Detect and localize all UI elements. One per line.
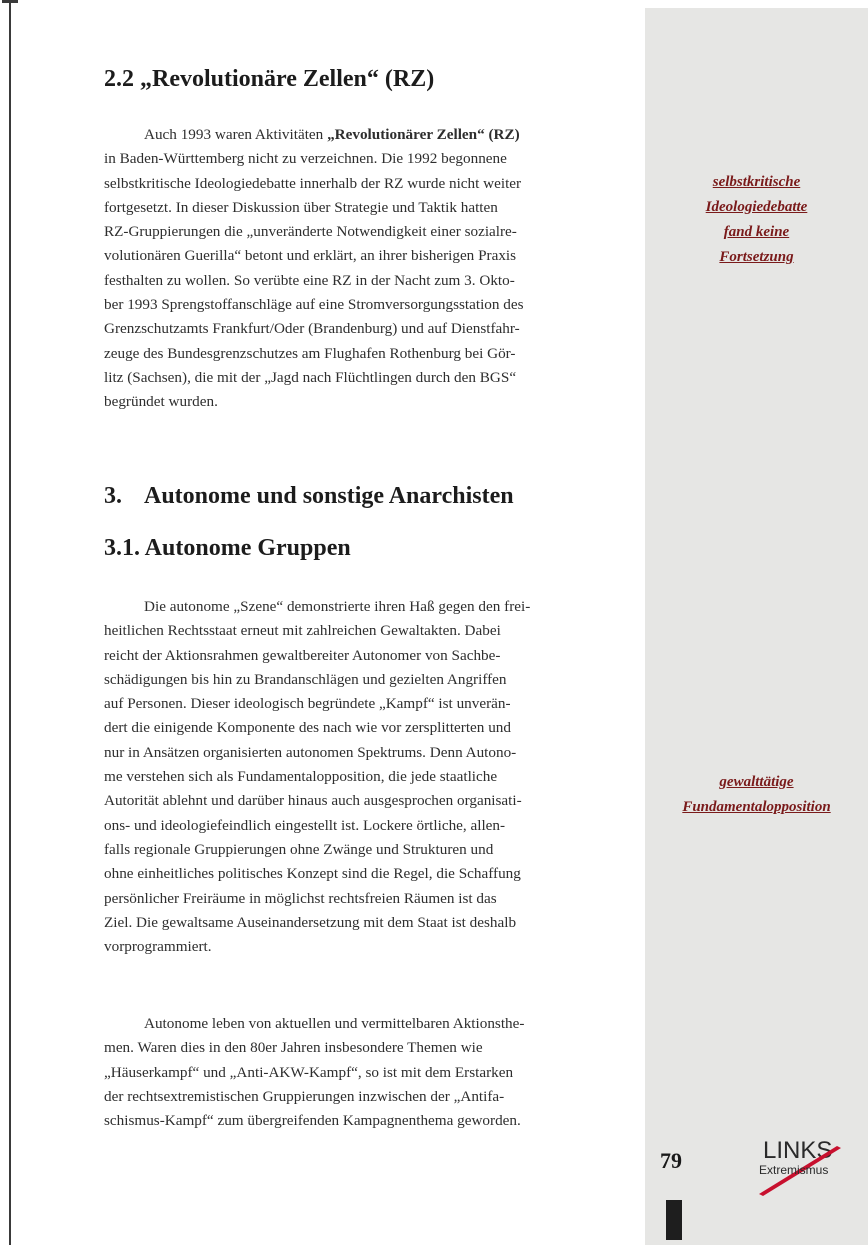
paragraph-line: zeuge des Bundesgrenzschutzes am Flughafen Rothenburg bei Gör- <box>104 344 516 362</box>
margin-note-line: Fundamentalopposition <box>682 799 831 815</box>
paragraph-rz <box>104 123 624 415</box>
paragraph-line: selbstkritische Ideologiedebatte innerhalb der RZ wurde nicht weiter <box>104 174 522 192</box>
page-marker-bar <box>666 1200 682 1240</box>
paragraph-line: Ziel. Die gewaltsame Auseinandersetzung mit dem Staat ist deshalb <box>104 913 517 931</box>
paragraph-line: ons- und ideologiefeindlich eingestellt ist. Lockere örtliche, allen- <box>104 816 506 834</box>
paragraph-line: begründet wurden. <box>104 393 218 411</box>
section-title: Autonome und sonstige Anarchisten <box>144 483 514 509</box>
margin-note-line: gewalttätige <box>719 774 794 790</box>
paragraph-line: Die autonome „Szene“ demonstrierte ihren Haß gegen den frei- <box>144 598 531 615</box>
paragraph-autonome-2 <box>104 1012 624 1133</box>
paragraph-line: schismus-Kampf“ zum übergreifenden Kampagnenthema geworden. <box>104 1112 521 1130</box>
paragraph-autonome-1 <box>104 595 624 959</box>
links-extremismus-logo <box>755 1128 845 1198</box>
paragraph-line: nur in Ansätzen organisierten autonomen Spektrums. Denn Autono- <box>104 743 517 761</box>
logo-links-text: LINKS <box>763 1137 833 1164</box>
margin-note-line: Ideologiedebatte <box>705 199 808 215</box>
margin-note-line: selbstkritische <box>712 174 801 190</box>
paragraph-line: men. Waren dies in den 80er Jahren insbesondere Themen wie <box>104 1039 483 1057</box>
paragraph-line: heitlichen Rechtsstaat erneut mit zahlreichen Gewaltakten. Dabei <box>104 622 501 640</box>
paragraph-line: reicht der Aktionsrahmen gewaltbereiter Autonomer von Sachbe- <box>104 646 501 664</box>
paragraph-line: volutionären Guerilla“ betont und erklärt, an ihrer bisherigen Praxis <box>104 247 517 265</box>
paragraph-line: litz (Sachsen), die mit der „Jagd nach Flüchtlingen durch den BGS“ <box>104 368 517 386</box>
section-heading-2-2: 2.2 „Revolutionäre Zellen“ (RZ) <box>104 66 435 92</box>
paragraph-line: festhalten zu wollen. So verübte eine RZ in der Nacht zum 3. Okto- <box>104 271 515 289</box>
paragraph-line: dert die einigende Komponente des nach wie vor zersplitterten und <box>104 719 511 737</box>
paragraph-line: schädigungen bis hin zu Brandanschlägen und gezielten Angriffen <box>104 670 507 688</box>
margin-note-ideologiedebatte <box>650 170 863 270</box>
paragraph-line: Autonome leben von aktuellen und vermittelbaren Aktionsthe- <box>144 1015 525 1032</box>
margin-note-line: Fortsetzung <box>719 249 794 265</box>
paragraph-line: RZ-Gruppierungen die „unveränderte Notwendigkeit einer sozialre- <box>104 223 517 241</box>
section-heading-3-1: 3.1. Autonome Gruppen <box>104 535 351 561</box>
margin-note-fundamentalopposition <box>650 770 863 820</box>
binding-line <box>9 0 11 1245</box>
paragraph-line: persönlicher Freiräume in möglichst rechtsfreien Räumen ist das <box>104 889 497 907</box>
paragraph-line: Auch 1993 waren Aktivitäten „Revolutionärer Zellen“ (RZ) <box>144 126 520 143</box>
paragraph-line: me verstehen sich als Fundamentalopposition, die jede staatliche <box>104 768 498 786</box>
paragraph-line: falls regionale Gruppierungen ohne Zwänge und Strukturen und <box>104 840 494 858</box>
section-number: 3. <box>104 483 122 509</box>
paragraph-line: auf Personen. Dieser ideologisch begründete „Kampf“ ist unverän- <box>104 695 511 713</box>
paragraph-line: Grenzschutzamts Frankfurt/Oder (Brandenburg) und auf Dienstfahr- <box>104 320 520 338</box>
paragraph-line: ohne einheitliches politisches Konzept sind die Regel, die Schaffung <box>104 865 521 883</box>
paragraph-line: in Baden-Württemberg nicht zu verzeichnen. Die 1992 begonnene <box>104 150 507 168</box>
bold-term-rz: „Revolutionärer Zellen“ (RZ) <box>327 126 520 143</box>
paragraph-line: „Häuserkampf“ und „Anti-AKW-Kampf“, so ist mit dem Erstarken <box>104 1063 514 1081</box>
paragraph-line: ber 1993 Sprengstoffanschläge auf eine Stromversorgungsstation des <box>104 296 524 314</box>
section-heading-3 <box>104 483 514 510</box>
paragraph-line: vorprogrammiert. <box>104 938 212 956</box>
paragraph-line: fortgesetzt. In dieser Diskussion über Strategie und Taktik hatten <box>104 198 498 216</box>
paragraph-line: der rechtsextremistischen Gruppierungen inzwischen der „Antifa- <box>104 1087 505 1105</box>
margin-note-line: fand keine <box>723 224 790 240</box>
page-number: 79 <box>660 1148 682 1173</box>
logo-extremismus-text: Extremismus <box>759 1163 829 1177</box>
paragraph-line: Autorität ablehnt und darüber hinaus auch ausgesprochen organisati- <box>104 792 522 810</box>
binding-tick <box>2 0 18 12</box>
